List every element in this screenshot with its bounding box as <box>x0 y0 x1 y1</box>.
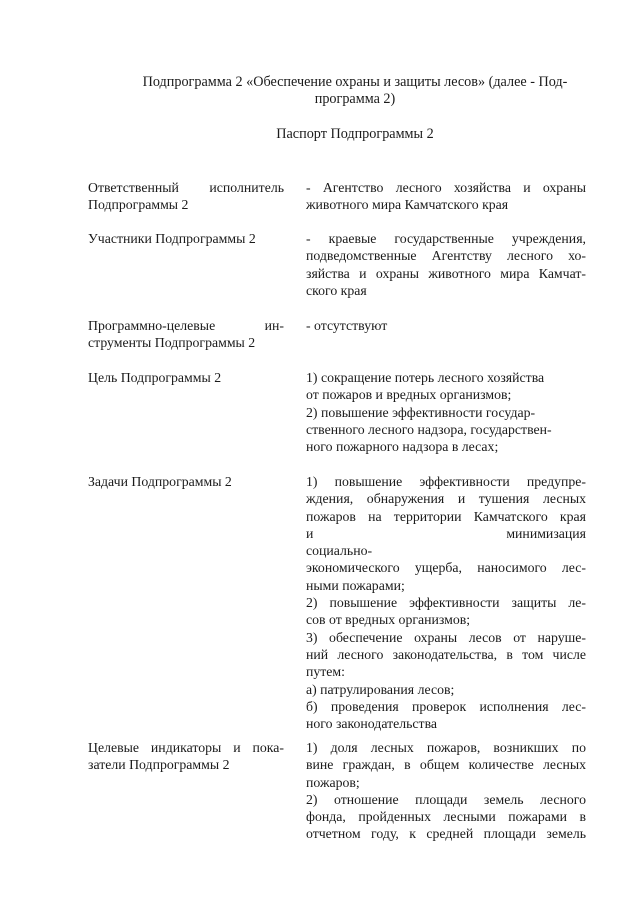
value-line: 2) отношение площади земель лесного <box>306 791 586 807</box>
row-value <box>306 317 586 334</box>
row-value <box>306 179 586 214</box>
value-line: и минимизация социально- <box>306 525 586 559</box>
value-line: - краевые государственные учреждения, <box>306 231 586 246</box>
row-value <box>306 369 586 455</box>
value-line: - отсутствуют <box>306 318 388 333</box>
value-line: пожаров на территории Камчатского края <box>306 508 586 524</box>
label-line: Целевые индикаторы и пока- <box>88 740 284 755</box>
value-line: отчетном году, к средней площади земель <box>306 826 586 842</box>
value-line: подведомственные Агентству лесного хо- <box>306 248 586 264</box>
passport-heading: Паспорт Подпрограммы 2 <box>276 126 434 142</box>
value-line: 1) доля лесных пожаров, возникших по <box>306 740 586 755</box>
value-line: 3) обеспечение охраны лесов от наруше- <box>306 629 586 645</box>
subprogram-title <box>120 74 590 108</box>
value-line: ского края <box>306 282 367 298</box>
row-value <box>306 473 586 732</box>
value-line: ний лесного законодательства, в том числе <box>306 646 586 662</box>
row-label <box>88 473 284 490</box>
label-line: Программно-целевые ин- <box>88 318 284 333</box>
row-value <box>306 230 586 299</box>
subprogram-title-line-2: программа 2) <box>314 91 396 107</box>
value-line: ного пожарного надзора в лесах; <box>306 439 499 455</box>
value-line: 1) повышение эффективности предупре- <box>306 474 586 489</box>
value-line: фонда, пройденных лесными пожарами в <box>306 809 586 825</box>
label-line: Участники Подпрограммы 2 <box>88 231 256 246</box>
value-line: ственного лесного надзора, государствен- <box>306 421 552 437</box>
value-line: экономического ущерба, наносимого лес- <box>306 560 586 576</box>
value-line: 2) повышение эффективности защиты ле- <box>306 595 586 611</box>
value-line: зяйства и охраны животного мира Камчат- <box>306 265 586 281</box>
label-line: Подпрограммы 2 <box>88 197 189 212</box>
value-line: ными пожарами; <box>306 577 405 593</box>
value-line: сов от вредных организмов; <box>306 612 471 628</box>
value-line: 2) повышение эффективности государ- <box>306 404 536 420</box>
value-line: а) патрулирования лесов; <box>306 681 455 697</box>
value-line: - Агентство лесного хозяйства и охраны <box>306 180 586 195</box>
row-label <box>88 230 284 247</box>
value-line: вине граждан, в общем количестве лесных <box>306 757 586 773</box>
row-label <box>88 317 284 351</box>
row-label <box>88 179 284 213</box>
label-line: Ответственный исполнитель <box>88 180 284 195</box>
value-line: животного мира Камчатского края <box>306 197 509 213</box>
label-line: струменты Подпрограммы 2 <box>88 335 256 350</box>
value-line: б) проведения проверок исполнения лес- <box>306 698 586 714</box>
row-label <box>88 739 284 773</box>
label-line: затели Подпрограммы 2 <box>88 757 230 772</box>
row-label <box>88 369 284 386</box>
value-line: ждения, обнаружения и тушения лесных <box>306 491 586 507</box>
row-value <box>306 739 586 843</box>
value-line: пожаров; <box>306 774 360 790</box>
value-line: от пожаров и вредных организмов; <box>306 387 512 403</box>
subprogram-title-line-1: Подпрограмма 2 «Обеспечение охраны и защиты лесов» (далее - Под- <box>142 74 568 90</box>
label-line: Задачи Подпрограммы 2 <box>88 474 232 489</box>
value-line: ного законодательства <box>306 716 438 732</box>
value-line: путем: <box>306 664 345 680</box>
value-line: 1) сокращение потерь лесного хозяйства <box>306 370 545 385</box>
label-line: Цель Подпрограммы 2 <box>88 370 222 385</box>
